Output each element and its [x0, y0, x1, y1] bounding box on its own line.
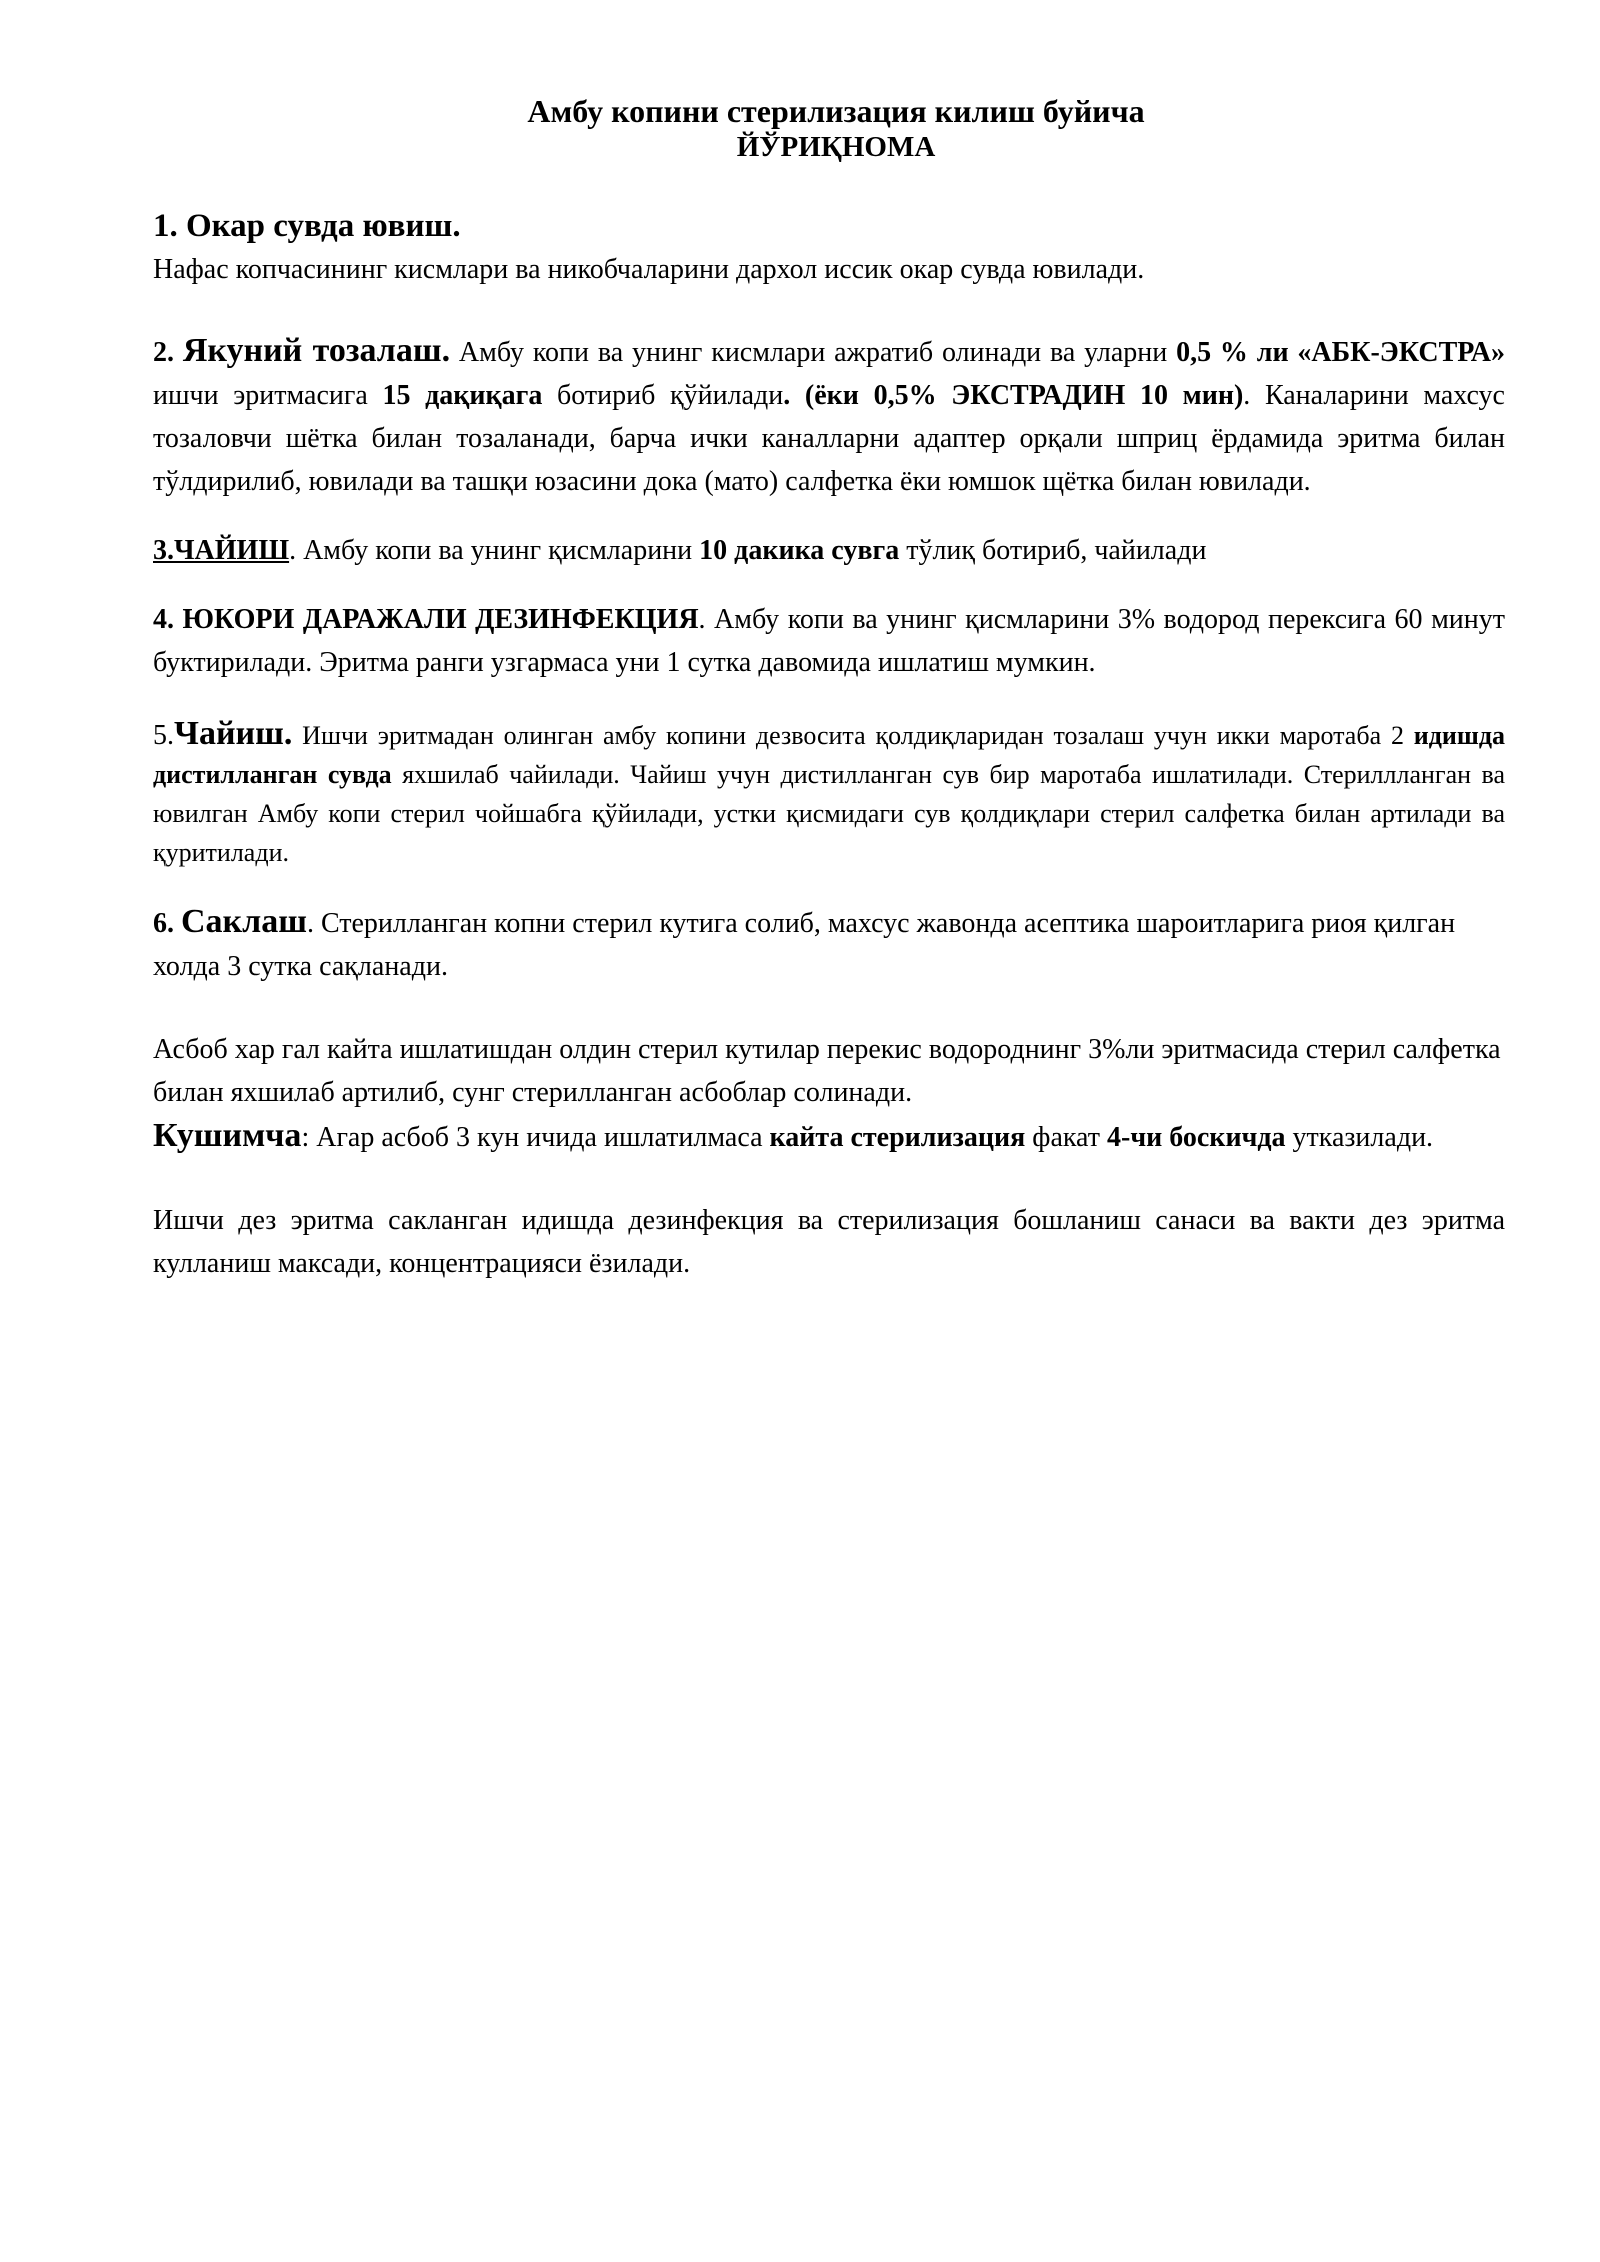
section-3-text-2: тўлиқ ботириб, чайилади [899, 535, 1207, 566]
document-content [153, 92, 1505, 1285]
title-block [167, 92, 1505, 164]
section-5-text-1: Ишчи эритмадан олинган амбу копини дезвосита қолдиқларидан тозалаш учун икки маротаба 2 [292, 721, 1414, 750]
addition-bold-1: кайта стерилизация [769, 1122, 1026, 1153]
section-6-text-1: . Стерилланган копни стерил кутига солиб, махсус жавонда асептика шароитларига риоя қилган холда 3 сутка сақланади. [153, 908, 1456, 982]
section-2-bold-3: . (ёки 0,5% ЭКСТРАДИН 10 мин) [783, 380, 1244, 411]
section-5-text-2: яхшилаб чайилади. Чайиш учун дистилланган сув бир маротаба ишлатилади. Стериллланган ва ювилган Амбу копи стерил чойшабга қўйилади, устки қисмидаги сув қолдиқлари стерил салфетка билан артилади ва қуритилади. [153, 760, 1505, 867]
section-5 [153, 714, 1505, 872]
section-4-text-1: . Амбу копи ва унинг қисмларини 3% водород перексига 60 минут буктирилади. Эритма ранги узгармаса уни 1 сутка давомида ишлатиш мумкин. [153, 604, 1505, 678]
section-4-heading: 4. ЮКОРИ ДАРАЖАЛИ ДЕЗИНФЕКЦИЯ [153, 604, 699, 635]
section-3-heading: 3.ЧАЙИШ [153, 535, 290, 566]
section-2-text-2: ишчи эритмасига [153, 380, 383, 411]
section-5-heading: Чайиш. [174, 715, 293, 752]
section-2-heading: Якуний тозалаш. [182, 332, 451, 369]
section-2-text-1: Амбу копи ва унинг кисмлари ажратиб олинади ва уларни [450, 337, 1177, 368]
section-6 [153, 900, 1505, 988]
document-subtitle: ЙЎРИҚНОМА [736, 131, 936, 163]
section-3-bold-1: 10 дакика сувга [699, 535, 900, 566]
section-2-text-4: . Каналарини махсус тозаловчи шётка билан тозаланади, барча ички каналларни адаптер орқали шприц ёрдамида эритма билан тўлдирилиб, ювилади ва ташқи юзасини дока (мато) салфетка ёки юмшок щётка билан ювилади. [153, 380, 1505, 497]
section-3-text-1: . Амбу копи ва унинг қисмларини [289, 535, 700, 566]
addition-text-2: факат [1025, 1122, 1107, 1153]
paragraph-instruments: Асбоб хар гал кайта ишлатишдан олдин стерил кутилар перекис водороднинг 3%ли эритмасида стерил салфетка билан яхшилаб артилиб, сунг стерилланган асбоблар солинади. [153, 1034, 1501, 1108]
section-5-number: 5. [153, 720, 174, 751]
section-6-number: 6. [153, 908, 181, 939]
section-4 [153, 598, 1505, 684]
section-6-heading: Саклаш [181, 903, 307, 940]
addition-text-1: : Агар асбоб 3 кун ичида ишлатилмаса [301, 1122, 770, 1153]
section-3 [153, 529, 1505, 572]
section-1-heading: 1. Окар сувда ювиш. [153, 208, 461, 244]
section-2-text-3: ботириб қўйилади [542, 380, 784, 411]
section-5-bold-1: идишда дистилланган сувда [153, 721, 1505, 789]
paragraph-addition [153, 1114, 1505, 1159]
paragraph-labeling: Ишчи дез эритма сакланган идишда дезинфекция ва стерилизация бошланиш санаси ва вакти дез эритма кулланиш максади, концентрацияси ёзилади. [153, 1205, 1505, 1279]
addition-heading: Кушимча [153, 1117, 302, 1154]
addition-text-3: утказилади. [1285, 1122, 1434, 1153]
section-2-number: 2. [153, 337, 183, 368]
section-2 [153, 329, 1505, 503]
section-1-text: Нафас копчасининг кисмлари ва никобчаларини дархол иссик окар сувда ювилади. [153, 254, 1145, 285]
addition-bold-2: 4-чи боскичда [1107, 1122, 1286, 1153]
document-title: Амбу копини стерилизация килиш буйича [527, 93, 1145, 129]
section-2-bold-1: 0,5 % ли «АБК-ЭКСТРА» [1176, 337, 1505, 368]
section-2-bold-2: 15 дақиқага [382, 380, 543, 411]
